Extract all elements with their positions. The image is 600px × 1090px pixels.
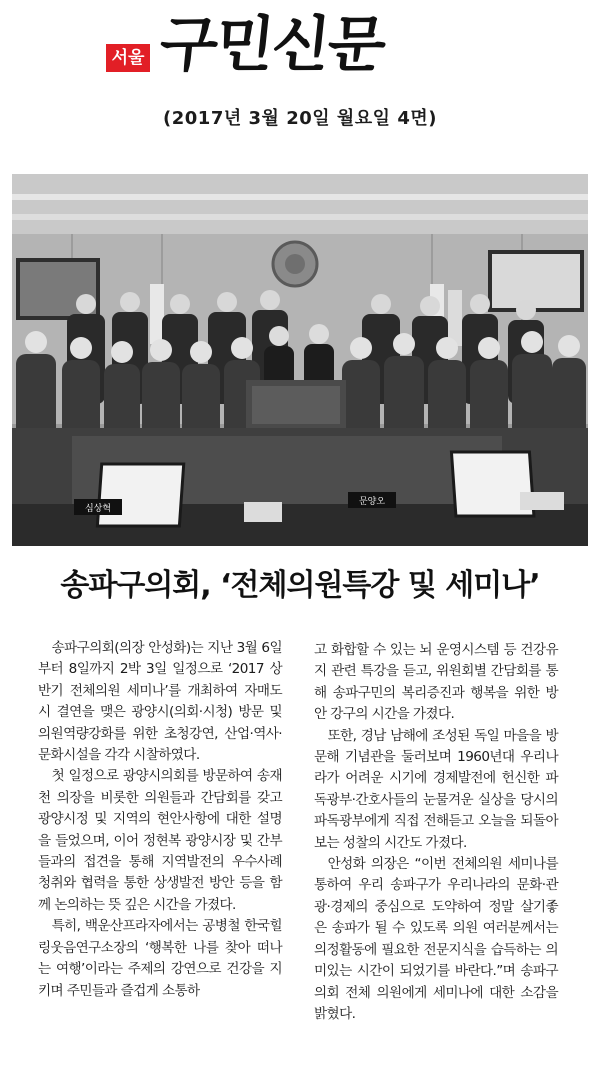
paragraph: 고 화합할 수 있는 뇌 운영시스템 등 건강유지 관련 특강을 듣고, 위원회별 간담회를 통해 송파구민의 복리증진과 행복을 위한 방안 강구의 시간을 가졌다. — [314, 642, 558, 723]
paragraph: 또한, 경남 남해에 조성된 독일 마을을 방문해 기념관을 둘러보며 1960년대 우리나라가 어려운 시기에 경제발전에 헌신한 파독광부·간호사들의 눈물겨운 실상을 당시의 파독광부에게 직접 전해듣고 오늘을 되돌아보는 성찰의 시간도 가졌다. — [314, 727, 558, 851]
article-column-left — [38, 638, 282, 1002]
paragraph: 송파구의회(의장 안성화)는 지난 3월 6일부터 8일까지 2박 3일 일정으로 ‘2017 상반기 전체의원 세미나’를 개최하여 자매도시 결연을 맺은 광양시(의회·시청) 방문 및 의원역량강화를 위한 초청강연, 산업·역사·문화시설을 각각 시찰하였다. — [38, 640, 282, 764]
region-badge: 서울 — [106, 44, 150, 72]
newspaper-logo: 구민신문 — [156, 10, 388, 80]
article-column-right — [314, 640, 558, 1025]
group-photo — [12, 174, 588, 546]
nameplate-left: 심상혁 — [84, 504, 112, 514]
dateline: (2017년 3월 20일 월요일 4면) — [163, 108, 437, 129]
paragraph: 안성화 의장은 “이번 전체의원 세미나를 통하여 우리 송파구가 우리나라의 문화·관광·경제의 중심으로 도약하여 정말 살기좋은 송파가 될 수 있도록 의원 여러분께서는 의정활동에 필요한 전문지식을 습득하는 의미있는 시간이 되었기를 바란다.”며 송파구의회 전체 의원에게 세미나에 대한 소감을 밝혔다. — [314, 856, 558, 1022]
nameplate-right: 문양오 — [358, 497, 386, 507]
council-chamber-photo — [12, 174, 588, 546]
masthead — [0, 0, 600, 95]
article-headline: 송파구의회, ‘전체의원특강 및 세미나’ — [60, 568, 540, 603]
paragraph: 첫 일정으로 광양시의회를 방문하여 송재천 의장을 비롯한 의원들과 간담회를 갖고 광양시정 및 지역의 현안사항에 대한 설명을 들었으며, 이어 정현복 광양시장 및 간부들과의 접견을 통해 지역발전의 우수사례 청취와 협력을 통한 상생발전 방안 등을 함께 논의하는 뜻 깊은 시간을 가졌다. — [38, 768, 282, 913]
paragraph: 특히, 백운산프라자에서는 공병철 한국힐링웃음연구소장의 ‘행복한 나를 찾아 떠나는 여행’이라는 주제의 강연으로 건강을 지키며 주민들과 즐겁게 소통하 — [38, 918, 282, 999]
